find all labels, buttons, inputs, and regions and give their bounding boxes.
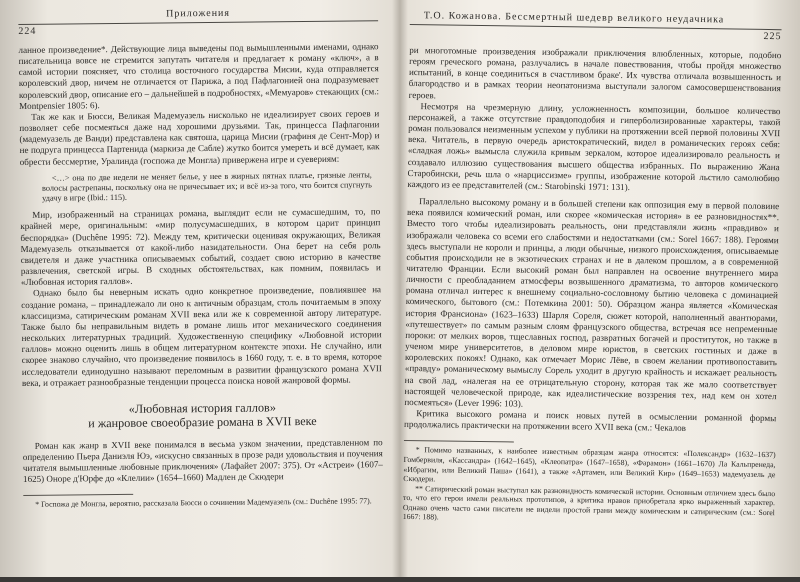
- header-title: Приложения: [166, 7, 231, 20]
- page-number: 224: [18, 25, 37, 37]
- footnote: * Госпожа де Монгла, вероятно, рассказала Бюсси о сочинении Мадемуазель (см.: Duchêne 1995: 77).: [35, 496, 372, 510]
- footnotes: [23, 497, 383, 510]
- block-quote: [42, 170, 372, 204]
- running-header: [18, 6, 378, 37]
- paragraph: Мир, изображенный на страницах романа, выглядит если не сумасшедшим, то, по крайней мере, оригинальным: «мир полусумасшедших, в котором царит принцип беспорядка» (Duchêne 1995: 72). Между тем, критически оценивая окружающих, Великая Мадемуазель отказывается от какой-либо назидательности. Она берет на себя роль свидетеля и даже участника описываемых событий, создает свою историю в качестве развлечения, светской игры. В сходных обстоятельствах, как помним, появилась и «Любовная история галлов».: [20, 206, 381, 288]
- paragraph: Однако было бы неверным искать одно конкретное произведение, повлиявшее на создание романа, – принадлежало ли оно к античным образцам, столь почитаемым в эпоху классицизма, сатирическим романам XVII века или же к современной автору литературе. Также было бы неправильным видеть в романе лишь итог механического соединения нескольких литературных традиций. Художественную специфику «Любовной истории галлов» можно оценить лишь в общем литературном контексте эпохи. Не случайно, или скорее знаково случайно, что произведение появилось в 1660 году, т. е. в то время, которое исследователи единодушно называют переломным в развитии французского романа XVII века, и отражает разнообразные тенденции процесса поиска новой жанровой формы.: [21, 284, 382, 388]
- section-title-line-2: и жанровое своеобразие романа в XVII веке: [88, 413, 317, 431]
- page-number: 225: [763, 30, 782, 43]
- footnote-divider: [23, 494, 133, 496]
- paragraph: Так же как и Бюсси, Великая Мадемуазель нисколько не идеализирует своих героев и позволяет себе посмеяться даже над хорошими друзьями. Так, принцесса Пафлагонии (мадемуазель де Ванди) представлена как святоша, царица Мисии (графиня де Сент-Мор) и не подруга принцесса Партенида (маркиза де Сабле) жутко боится умереть и всё думает, как обрести бессмертие, Уралинда (госпожа де Монглa) привержена игре и суевериям:: [19, 108, 380, 167]
- running-header: [410, 10, 782, 43]
- paragraph: Критика высокого романа и поиск новых путей в осмыслении романной формы продолжались практически на протяжении всего XVII века (см.: Чекалов: [404, 408, 777, 434]
- footnote-divider: [404, 440, 514, 443]
- section-heading: [22, 399, 382, 431]
- right-page: [402, 0, 782, 582]
- paragraph: Роман как жанр в XVII веке понимался в весьма узком значении, представленном по определению Пьера Даниэля Юэ, «искусно связанных в прозе ради удовольствия и поучения читателя вымышленные любовные приключения» (Лафайет 2007: 375). От «Астреи» (1607–1625) Оноре д'Юрфе до «Клелии» (1654–1660) Мадлен де Скюдери: [22, 437, 383, 485]
- quote-text: <…> она по две недели не меняет белье, у нее в жирных пятнах платье, грязные ленты, волосы растрепаны, поскольку она не причесывает их; и всё из-за того, что боится спугнуть удачу в игре (Ibid.: 115).: [41, 170, 373, 203]
- left-page: [18, 0, 384, 577]
- paragraph: Несмотря на чрезмерную длину, усложненность композиции, большое количество персонажей, а также отсутствие правдоподобия и гиперболизированные характеры, такой роман пользовался неизменным успехом у публики на протяжении всей первой половины XVII века. Читатель, в первую очередь аристократический, видел в романических героях себя: «сладкая ложь» вымысла служила кривым зеркалом, которое идеализировало реальность и создавало иллюзию существования высшего общества избранных. По выражению Жана Старобински, речь шла о «нарциссизме» группы, изображение которой льстило самолюбию каждого из ее представителей (см.: Starobinski 1971: 131).: [407, 100, 781, 192]
- footnotes: [403, 445, 776, 527]
- left-body: [18, 41, 383, 510]
- footnote: * Помимо названных, к наиболее известным образцам жанра относятся: «Полександр» (1632–1637) Гомбервиля, «Кассандра» (1642–1645), «Клеопатра» (1647–1658), «Фарамон» (1661–1670) Ла Кальпренеда, «Ибрагим, или Великий Паша» (1641), а также «Артамен, или Великий Кир» (1649–1653) мадемуазель де Скюдери.: [403, 445, 776, 484]
- paragraph: Параллельно высокому роману и в большей степени как оппозиция ему в первой половине века появился комический роман, или скорее «комическая история» в ее разновидностях**. Вместо того чтобы идеализировать реальность, они представляли жизнь «правдиво» и изображали человека со всеми его слабостями и недостатками (см.: Sorel 1667: 188). Героями здесь выступали не короли и принцы, а люди обычные, низкого происхождения, описываемые события происходили не в экзотических странах и не в далеком прошлом, а в современной читателю Франции. Если высокий роман был направлен на освоение внутреннего мира личности с преобладанием атмосферы возвышенного драматизма, то авторов комического романа отличал интерес к внешнему социально-сословному бытию человека с доминацией комического, бытового (см.: Потемкина 2001: 50). Образцом жанра является «Комическая история Франсиона» (1623–1633) Шарля Сореля, сюжет которой, наполненный авантюрами, «путешествует» по самым разным слоям французского общества, встречая все непременные пороки: от мелких воров, тщеславных господ, развратных богачей и проституток, но также в ученом мире университетов, в деловом мире юристов, в светских гостиных и даже в королевских покоях! Однако, как отмечает Морис Лёве, в своем желании противопоставить «правду» романическому вымыслу Сорель уходит в другую крайность и искажает реальность на свой лад, «налегая на ее отрицательную сторону, которая так же мало соответствует настоящей человеческой природе, как идеалистические воззрения тех, над кем он хотел посмеяться» (Lever 1996: 103).: [404, 196, 780, 409]
- footnote: ** Сатирический роман выступал как разновидность комической истории. Основным отличием здесь было то, что его герои имели реальных прототипов, а критика нравов приобретала ярко выраженный характер. Однако очень часто сами писатели не видели простой грани между комическим и сатирическим (см.: Sorel 1667: 188).: [402, 483, 776, 522]
- right-body: [403, 45, 782, 527]
- paragraph: ланное произведение*. Действующие лица выведены под вымышленными именами, однако писательница вовсе не стремится запутать читателя и предлагает к роману «ключ», а в самой истории поясняет, что столица восточного государства Мисии, куда отправляется королевский двор, ничем не отличается от Парижа, а под Пафлагонией она подразумевает королевский двор, описание его – дальнейшей в подробностях, «Мемуаров» стекающих (см.: Montpensier 1805: 6).: [18, 41, 380, 111]
- paragraph: ри многотомные произведения изображали приключения влюбленных, которые, подобно героям греческого романа, разлучались в начале повествования, чтобы пройдя множество испытаний, в конце соединиться в счастливом браке'. Их чувства отличала возвышенность и благородство и в рамках теории неопатонизма выступали залогом самосовершенствования героев.: [408, 44, 782, 100]
- header-title: Т.О. Кожанова. Бессмертный шедевр великого неудачника: [423, 10, 725, 26]
- section-title-line-1: «Любовная история галлов»: [128, 400, 276, 416]
